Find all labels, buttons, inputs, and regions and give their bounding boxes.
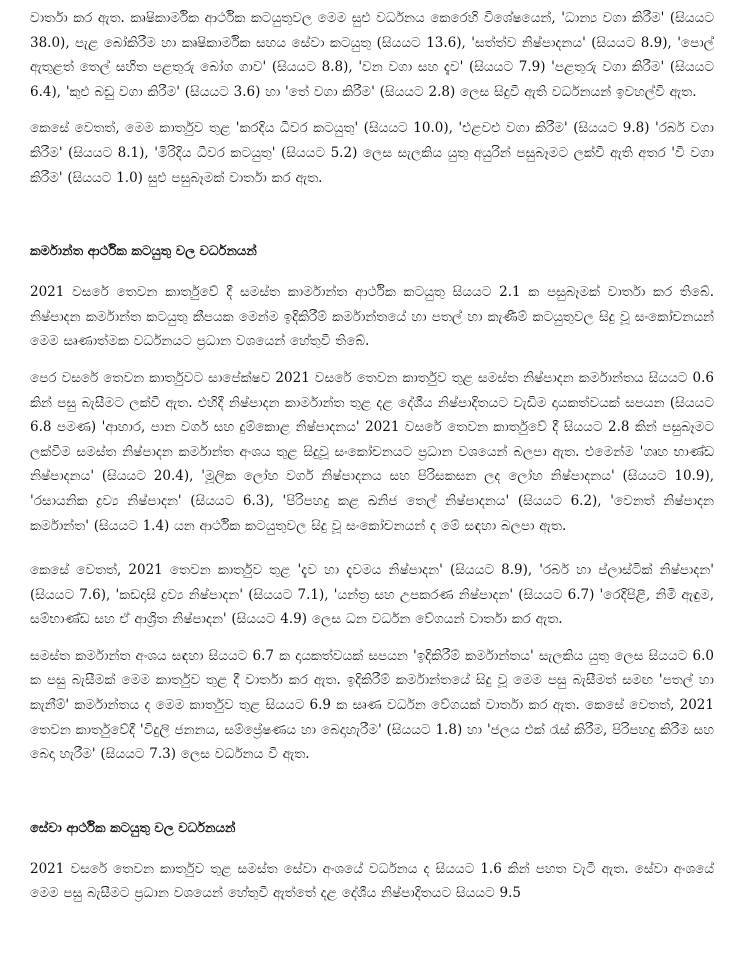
paragraph-manufacturing: පෙර වසරේ තෙවන කාර්තුවට සාපේක්ෂව 2021 වසරේ තෙවන කාර්තුව තුළ සමස්ත නිෂ්පාදන කර්මාන්තය සියයට 0.6 කින් පසු බැසීමට ලක්වී ඇත. එහිදී නිෂ්පාදන කාර්මාන්ත තුළ දළ දේශීය නිෂ්පාදිතයට වැඩිම දායකත්වයක් සපයන (සියයට 6.8 පමණ) 'ආහාර, පාන වර්ග සහ දුම්කොළ නිෂ්පාදනය' 2021 වසරේ තෙවන කාර්තුවේ දී සියයට 2.8 කින් පසුබෑමට ලක්වීම සමස්ත නිෂ්පාදන කර්මාන්ත අංශය තුළ සිදුවූ සංකෝචනයට ප්‍රධාන වශයෙන් බලපා ඇත. එමෙන්ම 'ගෘහ භාණ්ඩ නිෂ්පාදනය' (සියයට 20.4), 'මූලික ලෝහ වර්ග නිෂ්පාදනය සහ පිරිසකසන ලද ලෝහ නිෂ්පාදනය' (සියයට 10.9), 'රසායනික ද්‍රව්‍ය නිෂ්පාදන' (සියයට 6.3), 'පිරිපහදු කළ ඛනිජ තෙල් නිෂ්පාදනය' (සියයට 6.2), 'වෙනත් නිෂ්පාදන කර්මාන්ත' (සියයට 1.4) යන ආර්ථික කටයුතුවල සිදු වූ සංකෝචනයන් ද මේ සඳහා බලපා ඇත. xyxy=(30,369,714,534)
paragraph-industry-overview: 2021 වසරේ තෙවන කාර්තුවේ දී සමස්ත කාර්මාන්ත ආර්ථික කටයුතු සියයට 2.1 ක පසුබෑමක් වාර්තා කර තිබේ. නිෂ්පාදන කර්මාන්ත කටයුතු කීපයක මෙන්ම ඉදිකිරීම් කර්මාන්තයේ හා පතල් හා කැණීම් කටයුතුවල සිදු වූ සංකෝචනයන් මෙම සෘණාත්මක වර්ධනයට ප්‍රධාන වශයෙන් හේතුවී තිබේ. xyxy=(30,284,714,350)
paragraph-services: 2021 වසරේ තෙවන කාර්තුව තුළ සමස්ත සේවා අංශයේ වර්ධනය ද සියයට 1.6 කින් පහත වැටී ඇත. සේවා අංශයේ මෙම පසු බැසීමට ප්‍රධාන වශයෙන් හේතුවී ඇත්තේ දළ දේශීය නිෂ්පාදිතයට සියයට 9.5 xyxy=(30,860,714,902)
paragraph-construction: සමස්ත කර්මාන්ත අංශය සඳහා සියයට 6.7 ක දායකත්වයක් සපයන 'ඉදිකිරීම් කර්මාන්තය' සැලකිය යුතු ලෙස සියයට 6.0 ක පසු බැසීමක් මෙම කාර්තුව තුළ දී වාර්තා කර ඇත. ඉදිකිරීම් කර්මාන්තයේ සිදු වූ මෙම පසු බැසීමත් සමඟ 'පතල් හා කැනීම්' කර්මාන්තය ද මෙම කාර්තුව තුළ සියයට 6.9 ක සෘණ වර්ධන වේගයක් වාර්තා කර ඇත. කෙසේ වෙතත්, 2021 තෙවන කාර්තුවේදී 'විදුලි ජනනය, සම්ප්‍රේෂණය හා බෙදාහැරීම' (සියයට 1.8) හා 'ජලය එක් රැස් කිරීම, පිරිපහදු කිරීම සහ බෙදා හැරීම' (සියයට 7.3) ලෙස වර්ධනය වී ඇත. xyxy=(30,647,714,763)
paragraph-manufacturing-growth: කෙසේ වෙතත්, 2021 තෙවන කාර්තුව තුළ 'දැව හා දැවමය නිෂ්පාදන' (සියයට 8.9), 'රබර් හා ප්ලාස්ටික් නිෂ්පාදන' (සියයට 7.6), 'කඩදාසි ද්‍රව්‍ය නිෂ්පාදන' (සියයට 7.1), 'යන්ත්‍ර සහ උපකරණ නිෂ්පාදන' (සියයට 6.7) 'රෙදිපිළි, නිමි ඇඳුම, සම්භාණ්ඩ සහ ඒ ආශ්‍රිත නිෂ්පාදන' (සියයට 4.9) ලෙස ධන වර්ධන වේගයන් වාර්තා කර ඇත. xyxy=(30,562,714,628)
heading-industry: කර්මාන්ත ආර්ථික කටයුතු වල වර්ධනයන් xyxy=(30,244,257,260)
heading-services: සේවා ආර්ථික කටයුතු වල වර්ධනයන් xyxy=(30,820,236,836)
paragraph-agriculture-decline: කෙසේ වෙතත්, මෙම කාර්තුව තුළ 'කරදිය ධීවර කටයුතු' (සියයට 10.0), 'එළවළු වගා කිරීම' (සියයට 9.8) 'රබර් වගා කිරීම' (සියයට 8.1), 'මිරිදිය ධීවර කටයුතු' (සියයට 5.2) ලෙස සැලකිය යුතු අයුරින් පසුබෑමට ලක්වී ඇති අතර 'වී වගා කිරීම' (සියයට 1.0) සුළු පසුබෑමක් වාර්තා කර ඇත. xyxy=(30,120,714,186)
paragraph-agriculture-growth: වාර්තා කර ඇත. කෘෂිකාර්මික ආර්ථික කටයුතුවල මෙම සුළු වර්ධනය කෙරෙහි විශේෂයෙන්, 'ධාන්‍ය වගා කිරීම' (සියයට 38.0), පැළ බෝකිරීම හා කෘෂිකාර්මික සහය සේවා කටයුතු (සියයට 13.6), 'සත්ත්ව නිෂ්පාදනය' (සියයට 8.9), 'පොල් ඇතුළත් තෙල් සහිත පළතුරු බෝග ගාව' (සියයට 8.8), 'වන වගා සහ දැව' (සියයට 7.9) 'පළතුරු වගා කිරීම' (සියයට 6.4), 'කුළු බඩු වගා කිරීම' (සියයට 3.6) හා 'තේ වගා කිරීම' (සියයට 2.8) ලෙස සිදුවී ඇති වර්ධනයන් ඉවහල්වී ඇත. xyxy=(30,10,714,100)
